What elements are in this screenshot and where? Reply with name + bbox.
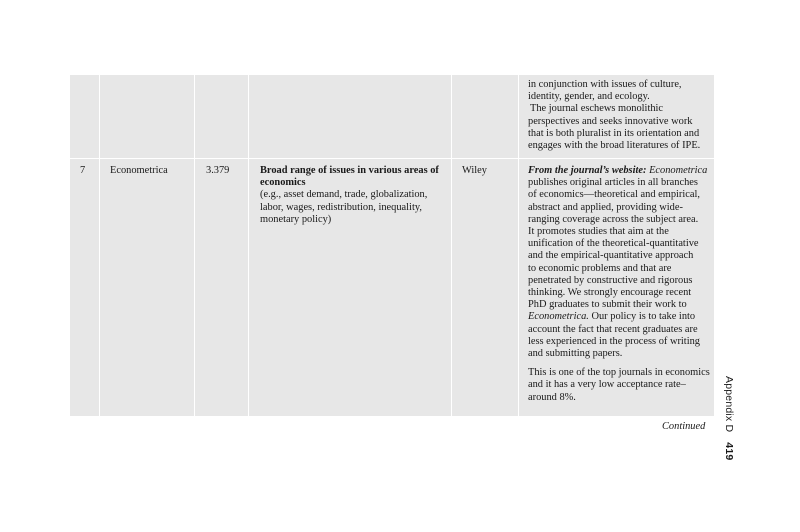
desc-line: penetrated by constructive and rigorous xyxy=(528,274,693,286)
desc-line: publishes original articles in all branches xyxy=(528,177,698,189)
topic-detail-line: (e.g., asset demand, trade, globalization, xyxy=(260,189,428,201)
desc-paragraph-2 xyxy=(528,367,710,404)
desc-line: account the fact that recent graduates are xyxy=(528,323,698,335)
description-cell xyxy=(528,79,710,152)
desc-line: unification of the theoretical-quantitative xyxy=(528,238,699,250)
desc-line: and it has a very low acceptance rate– xyxy=(528,379,686,391)
desc-line: that is both pluralist in its orientation and xyxy=(528,127,700,139)
desc-line: in conjunction with issues of culture, xyxy=(528,79,682,90)
publisher: Wiley xyxy=(462,165,487,176)
topic-detail-line: labor, wages, redistribution, inequality, xyxy=(260,201,422,213)
desc-line: engages with the broad literatures of IPE. xyxy=(528,140,701,152)
desc-line-mixed xyxy=(528,311,710,323)
page-number: 419 xyxy=(723,442,735,461)
topic-title-line: Broad range of issues in various areas of xyxy=(260,165,439,176)
desc-line: It promotes studies that aim at the xyxy=(528,226,669,238)
topic-detail-line: monetary policy) xyxy=(260,213,332,225)
desc-line: around 8%. xyxy=(528,391,576,403)
journal-table xyxy=(70,75,714,417)
desc-lead-journal: Econometrica xyxy=(649,165,708,176)
desc-line: and the empirical-quantitative approach xyxy=(528,250,694,262)
topics-cell xyxy=(260,165,450,226)
desc-first-line xyxy=(528,165,710,177)
desc-line: of economics—theoretical and empirical, xyxy=(528,189,700,201)
journal-name: Econometrica xyxy=(110,165,168,176)
continued-label: Continued xyxy=(662,421,706,432)
desc-line: The journal eschews monolithic xyxy=(530,103,664,115)
row-number: 7 xyxy=(80,165,86,176)
desc-journal-italic: Econometrica. xyxy=(528,311,589,323)
desc-line: thinking. We strongly encourage recent xyxy=(528,287,692,299)
desc-inline-rest: Our policy is to take into xyxy=(588,311,696,323)
impact-factor: 3.379 xyxy=(206,165,230,176)
table-row-continued xyxy=(70,75,714,159)
desc-line: abstract and applied, providing wide- xyxy=(528,201,683,213)
topic-title-line: economics xyxy=(260,177,306,189)
running-head xyxy=(723,376,735,460)
desc-line: identity, gender, and ecology. xyxy=(528,91,650,103)
desc-line: PhD graduates to submit their work to xyxy=(528,299,687,311)
table-row-econometrica xyxy=(70,159,714,417)
description-cell xyxy=(528,165,710,404)
desc-lead: From the journal’s website: xyxy=(528,165,647,176)
appendix-label: Appendix D xyxy=(723,376,735,433)
desc-line: ranging coverage across the subject area. xyxy=(528,213,699,225)
desc-line: This is one of the top journals in economics xyxy=(528,367,710,379)
desc-line: perspectives and seeks innovative work xyxy=(528,115,693,127)
desc-line: and submitting papers. xyxy=(528,348,623,360)
desc-line: to economic problems and that are xyxy=(528,262,672,274)
desc-line: less experienced in the process of writing xyxy=(528,335,700,347)
